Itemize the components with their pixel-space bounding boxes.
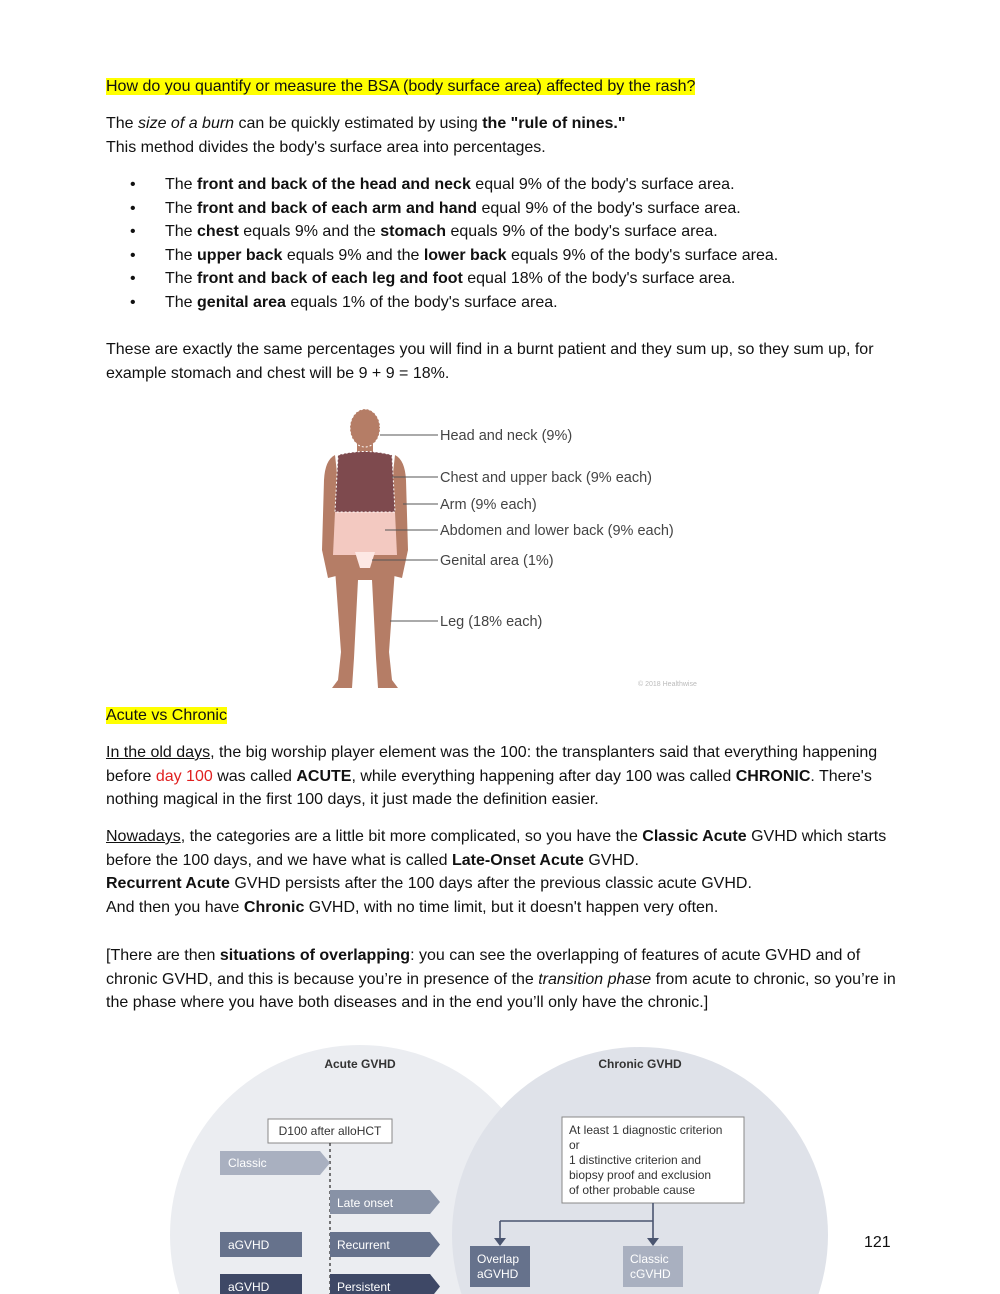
summary-paragraph: These are exactly the same percentages you will find in a burnt patient and they sum up, so they sum up, for example stomach and chest will be 9 + 9 = 18%. <box>106 341 874 382</box>
list-item: • The front and back of each leg and foot equal 18% of the body's surface area. <box>130 270 736 288</box>
label-leg: Leg (18% each) <box>440 614 543 630</box>
section-heading-acute-chronic: Acute vs Chronic <box>106 707 227 724</box>
rule-of-nines-list <box>130 173 778 315</box>
label-genital: Genital area (1%) <box>440 553 554 569</box>
overlap-label-line: aGVHD <box>477 1267 519 1281</box>
chronic-gvhd-title: Chronic GVHD <box>598 1057 682 1071</box>
label-abdomen: Abdomen and lower back (9% each) <box>440 523 674 539</box>
overlap-label-line: Overlap <box>477 1252 520 1266</box>
overlap-paragraph: [There are then situations of overlapping: you can see the overlapping of features of acute GVHD and of chronic GVHD, and this is because you’re in presence of the transition phase from acute to chronic, so you’re in the phase where you have both diseases and in the end you’ll only have the chronic.] <box>106 947 896 1011</box>
rule-of-nines-figure <box>300 400 740 695</box>
criterion-line: At least 1 diagnostic criterion <box>569 1123 723 1137</box>
list-item: • The genital area equals 1% of the body's surface area. <box>130 293 558 311</box>
agvhd-label-2: aGVHD <box>228 1280 270 1294</box>
acute-gvhd-title: Acute GVHD <box>324 1057 396 1071</box>
section-heading-bsa: How do you quantify or measure the BSA (body surface area) affected by the rash? <box>106 78 696 95</box>
old-days-paragraph: In the old days, the big worship player element was the 100: the transplanters said that everything happening before day 100 was called ACUTE, while everything happening after day 100 was called CHRONIC. There's nothing magical in the first 100 days, it just made the definition easier. <box>106 744 878 808</box>
figure-credit: © 2018 Healthwise <box>638 681 697 688</box>
persistent-label: Persistent <box>337 1280 391 1294</box>
gvhd-venn-diagram <box>160 1035 840 1294</box>
agvhd-label-1: aGVHD <box>228 1238 270 1252</box>
list-item: • The front and back of the head and neck equal 9% of the body's surface area. <box>130 176 735 193</box>
label-head-neck: Head and neck (9%) <box>440 428 573 444</box>
nowadays-paragraph: Nowadays, the categories are a little bit more complicated, so you have the Classic Acute GVHD which starts before the 100 days, and we have what is called Late-Onset Acute GVHD. Recurrent Acute GVHD persists after the 100 days after the previous classic acute GVHD. And then you have Chronic GVHD, with no time limit, but it doesn't happen very often. <box>106 828 887 916</box>
body-silhouette <box>322 409 408 688</box>
classic-label: Classic <box>228 1156 267 1170</box>
chest-region <box>335 452 395 513</box>
criterion-line: biopsy proof and exclusion <box>569 1168 712 1182</box>
page-number: 121 <box>864 1234 891 1251</box>
list-item: • The front and back of each arm and hand equal 9% of the body's surface area. <box>130 199 741 217</box>
late-onset-label: Late onset <box>337 1196 394 1210</box>
abdomen-region <box>333 512 397 555</box>
d100-label: D100 after alloHCT <box>278 1124 382 1138</box>
classic-cgvhd-line: cGVHD <box>630 1267 671 1281</box>
classic-cgvhd-line: Classic <box>630 1252 669 1266</box>
criterion-line: or <box>569 1138 580 1152</box>
list-item: • The chest equals 9% and the stomach equals 9% of the body's surface area. <box>130 223 718 241</box>
leg-shape <box>332 555 398 688</box>
list-item: • The upper back equals 9% and the lower back equals 9% of the body's surface area. <box>130 246 779 264</box>
recurrent-label: Recurrent <box>337 1238 390 1252</box>
criterion-line: of other probable cause <box>569 1183 696 1197</box>
label-arm: Arm (9% each) <box>440 497 537 513</box>
label-chest: Chest and upper back (9% each) <box>440 470 652 486</box>
criterion-line: 1 distinctive criterion and <box>569 1153 702 1167</box>
intro-paragraph: The size of a burn can be quickly estimated by using the "rule of nines." This method divides the body's surface area into percentages. <box>106 115 626 156</box>
